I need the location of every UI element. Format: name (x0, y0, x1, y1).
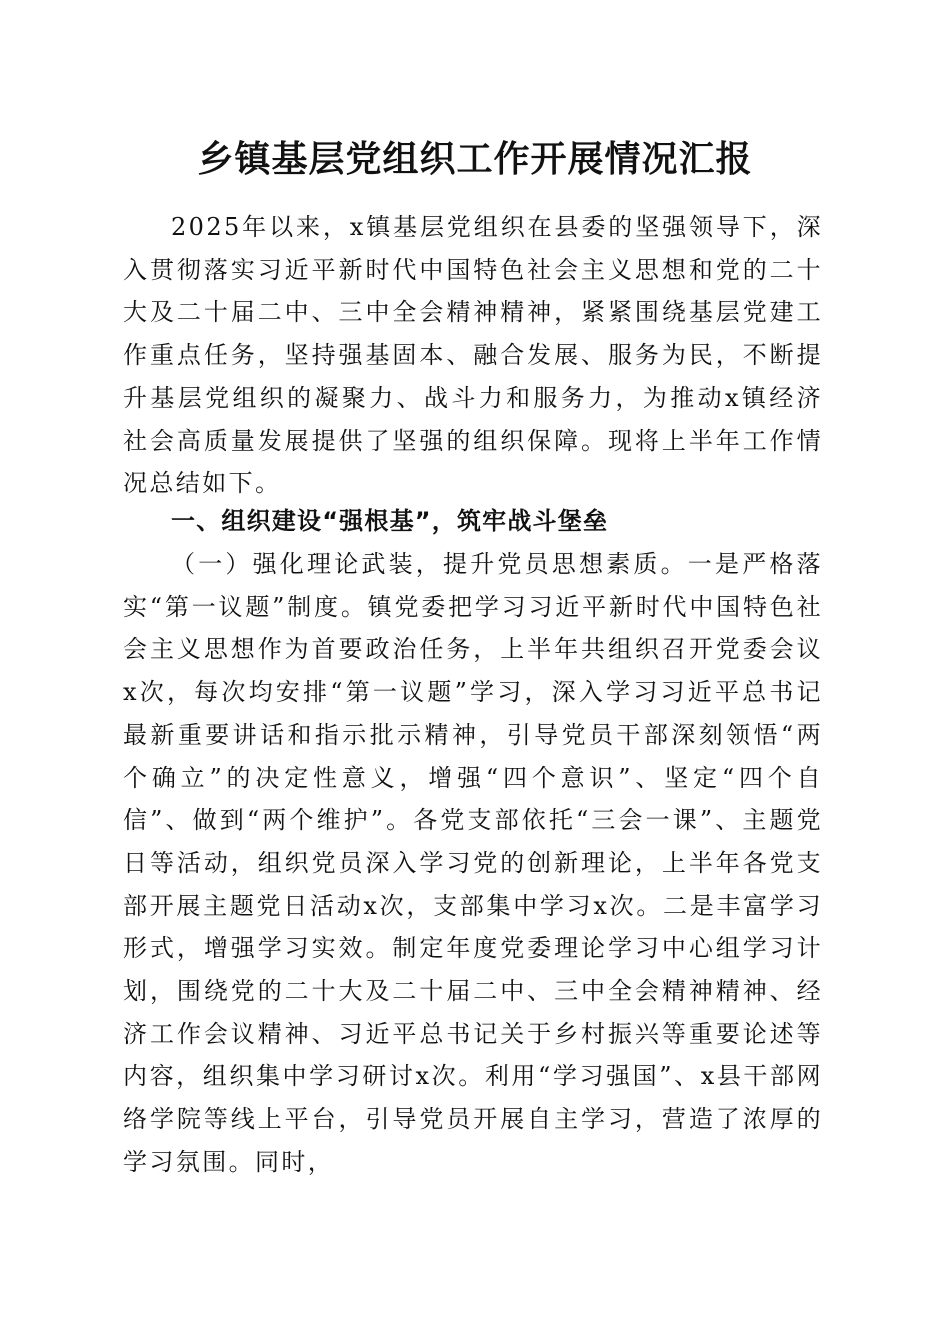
intro-paragraph: 2025年以来，x镇基层党组织在县委的坚强领导下，深入贯彻落实习近平新时代中国特色社会主义思想和党的二十大及二十届二中、三中全会精神精神，紧紧围绕基层党建工作重点任务，坚持强基固本、融合发展、服务为民，不断提升基层党组织的凝聚力、战斗力和服务力，为推动x镇经济社会高质量发展提供了坚强的组织保障。现将上半年工作情况总结如下。 (123, 213, 823, 498)
document-title: 乡镇基层党组织工作开展情况汇报 (197, 138, 753, 180)
subsection-body: 一是严格落实“第一议题”制度。镇党委把学习习近平新时代中国特色社会主义思想作为首要政治任务，上半年共组织召开党委会议x次，每次均安排“第一议题”学习，深入学习习近平总书记最新重要讲话和指示批示精神，引导党员干部深刻领悟“两个确立”的决定性意义，增强“四个意识”、坚定“四个自信”、做到“两个维护”。各党支部依托“三会一课”、主题党日等活动，组织党员深入学习党的创新理论，上半年各党支部开展主题党日活动x次，支部集中学习x次。二是丰富学习形式，增强学习实效。制定年度党委理论学习中心组学习计划，围绕党的二十大及二十届二中、三中全会精神精神、经济工作会议精神、习近平总书记关于乡村振兴等重要论述等内容，组织集中学习研讨x次。利用“学习强国”、x县干部网络学院等线上平台，引导党员开展自主学习，营造了浓厚的学习氛围。同时， (123, 550, 823, 1176)
subsection-heading: （一）强化理论武装，提升党员思想素质。 (171, 550, 688, 578)
subsection-paragraph (123, 543, 823, 1184)
section-heading: 一、组织建设“强根基”，筑牢战斗堡垒 (171, 507, 609, 535)
